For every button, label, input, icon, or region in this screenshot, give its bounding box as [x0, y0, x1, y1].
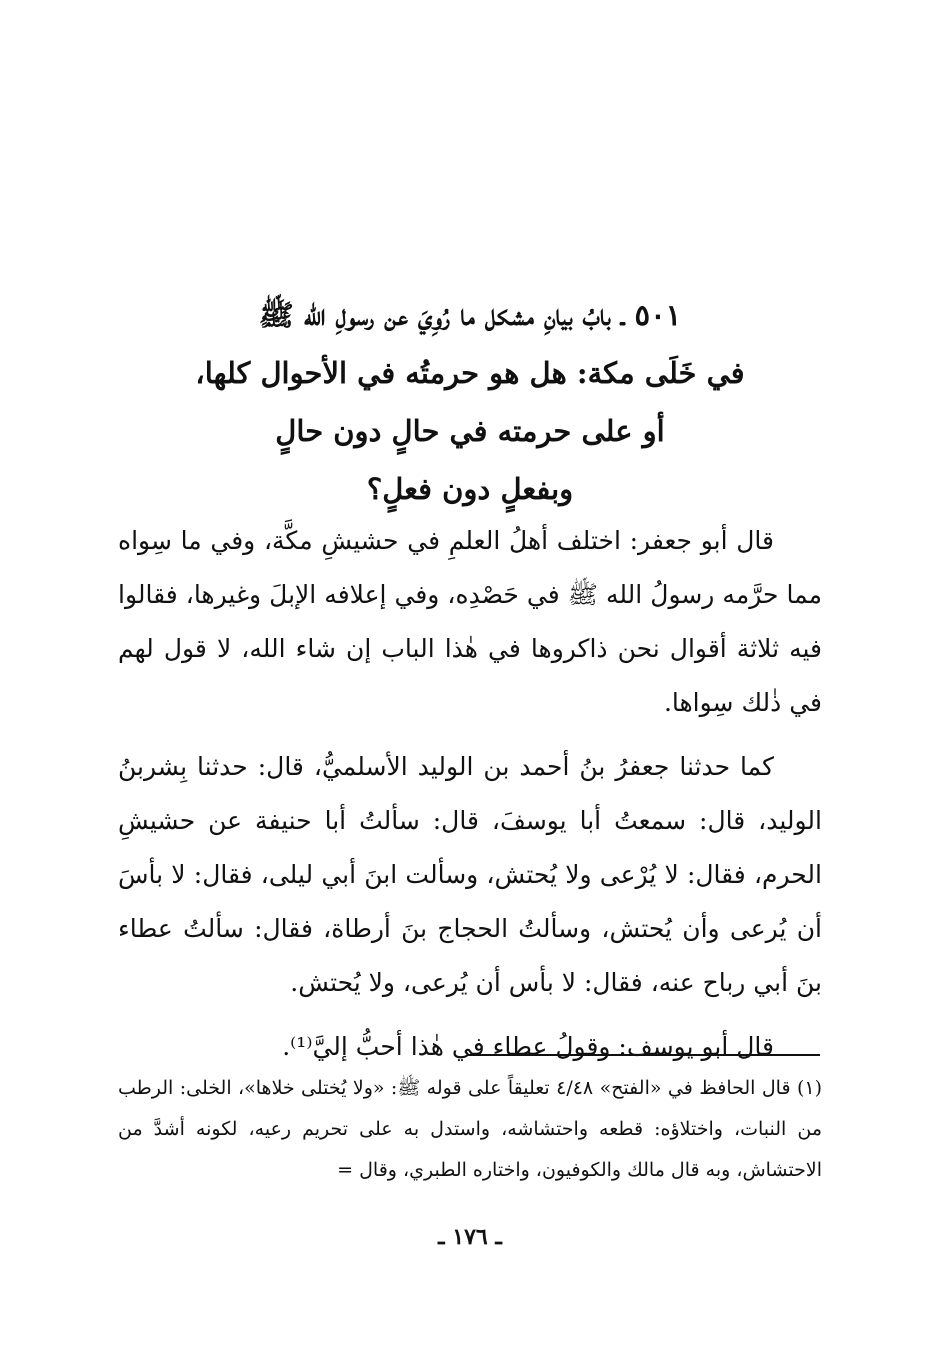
footnote: (١) قال الحافظ في «الفتح» ٤/٤٨ تعليقاً على قوله ﷺ: «ولا يُختلى خلاها»، الخلى: الرطب من النبات، واختلاؤه: قطعه واحتشاشه، واستدل به على تحريم رعيه، لكونه أشدَّ من الاحتشاش، وبه قال مالك والكوفيون، واختاره الطبري، وقال = — [118, 1077, 823, 1181]
chapter-title-line: ٥٠١ ـ بابُ بيانِ مشكل ما رُوِيَ عن رسولِ الله ﷺ — [258, 298, 682, 332]
footnotes — [118, 1068, 822, 1191]
body-text — [118, 514, 822, 1084]
body-paragraph: كما حدثنا جعفرُ بنُ أحمد بن الوليد الأسلميُّ، قال: حدثنا بِشربنُ الوليد، قال: سمعتُ أبا يوسفَ، قال: سألتُ أبا حنيفة عن حشيشِ الحرم، فقال: لا يُرْعى ولا يُحتش، وسألت ابنَ أبي ليلى، فقال: لا بأسَ أن يُرعى وأن يُحتش، وسألتُ الحجاج بنَ أرطاة، فقال: سألتُ عطاء بنَ أبي رباح عنه، فقال: لا بأس أن يُرعى، ولا يُحتش. — [118, 752, 822, 997]
chapter-title — [120, 286, 820, 518]
chapter-title-line: في خَلَى مكة: هل هو حرمتُه في الأحوال كلها، — [195, 356, 745, 390]
chapter-title-line: وبفعلٍ دون فعلٍ؟ — [366, 472, 574, 506]
page-number: ـ ١٧٦ ـ — [438, 1224, 502, 1250]
body-paragraph: قال أبو جعفر: اختلف أهلُ العلمِ في حشيشِ مكَّة، وفي ما سِواه مما حرَّمه رسولُ الله ﷺ في حَصْدِه، وفي إعلافه الإبلَ وغيرها، فقالوا فيه ثلاثة أقوال نحن ذاكروها في هٰذا الباب إن شاء الله، لا قول لهم في ذٰلك سِواها. — [118, 526, 822, 717]
chapter-title-line: أو على حرمته في حالٍ دون حالٍ — [275, 414, 665, 448]
body-paragraph: قال أبو يوسف: وقولُ عطاء في هٰذا أحبُّ إليَّ⁽¹⁾. — [282, 1032, 774, 1061]
footnote-separator — [468, 1054, 820, 1056]
